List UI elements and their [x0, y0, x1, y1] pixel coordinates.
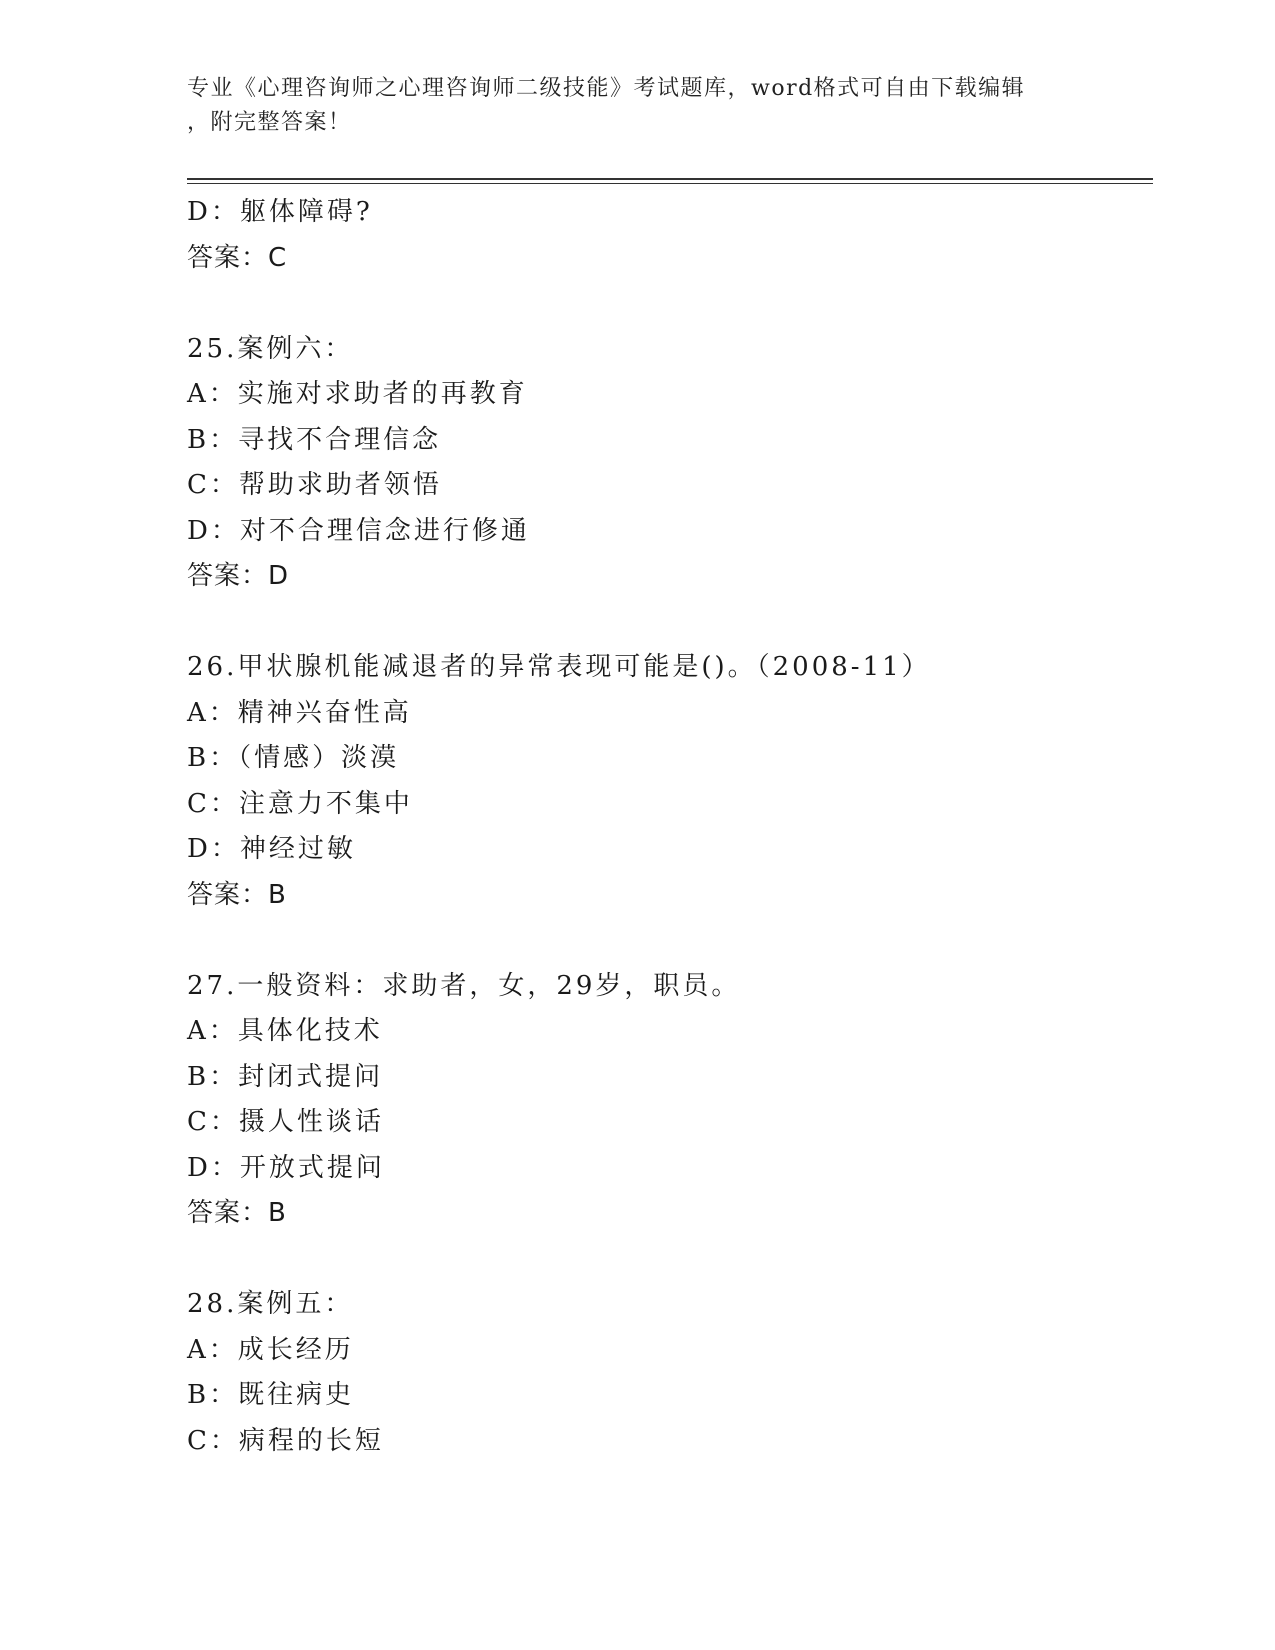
option-c: C：注意力不集中 — [187, 788, 413, 819]
header-rule-thick — [187, 178, 1153, 180]
option-a: A：精神兴奋性高 — [187, 697, 412, 728]
option-d: D：对不合理信念进行修通 — [187, 515, 530, 546]
question-stem: 26.甲状腺机能减退者的异常表现可能是()。（2008-11） — [187, 652, 931, 682]
spacer — [187, 281, 1153, 327]
question-stem: 27.一般资料：求助者，女，29岁，职员。 — [187, 970, 741, 1001]
question-stem: 28.案例五： — [187, 1289, 354, 1319]
option-b: B：既往病史 — [187, 1380, 355, 1410]
option-c: C：摄人性谈话 — [187, 1107, 384, 1137]
option-a: A：成长经历 — [187, 1334, 354, 1365]
answer-line: 答案：C — [187, 242, 288, 273]
question-stem: 25.案例六： — [187, 333, 354, 364]
option-a: A：实施对求助者的再教育 — [187, 379, 528, 409]
option-d: D：神经过敏 — [187, 834, 356, 864]
option-d: D：开放式提问 — [187, 1152, 385, 1183]
header-rule-thin — [187, 183, 1153, 184]
answer-line: 答案：B — [187, 1198, 287, 1228]
answer-line: 答案：D — [187, 561, 290, 591]
answer-line: 答案：B — [187, 879, 287, 910]
header-line-1: 专业《心理咨询师之心理咨询师二级技能》考试题库，word格式可自由下载编辑 — [187, 76, 1026, 101]
option-c: C：帮助求助者领悟 — [187, 470, 442, 500]
option-b: B：（情感）淡漠 — [187, 743, 400, 773]
question-list — [187, 190, 1153, 1464]
option-b: B：寻找不合理信念 — [187, 424, 442, 455]
question-block-28 — [187, 1282, 1153, 1464]
spacer — [187, 600, 1153, 646]
option-b: B：封闭式提问 — [187, 1061, 384, 1092]
option-a: A：具体化技术 — [187, 1016, 383, 1046]
option-c: C：病程的长短 — [187, 1425, 384, 1456]
spacer — [187, 918, 1153, 964]
spacer — [187, 1237, 1153, 1283]
document-header — [187, 72, 1067, 140]
option-d: D：躯体障碍? — [187, 197, 373, 227]
question-block-26 — [187, 645, 1153, 918]
header-line-2: ，附完整答案！ — [187, 110, 352, 135]
question-block-27 — [187, 964, 1153, 1237]
question-block-25 — [187, 327, 1153, 600]
